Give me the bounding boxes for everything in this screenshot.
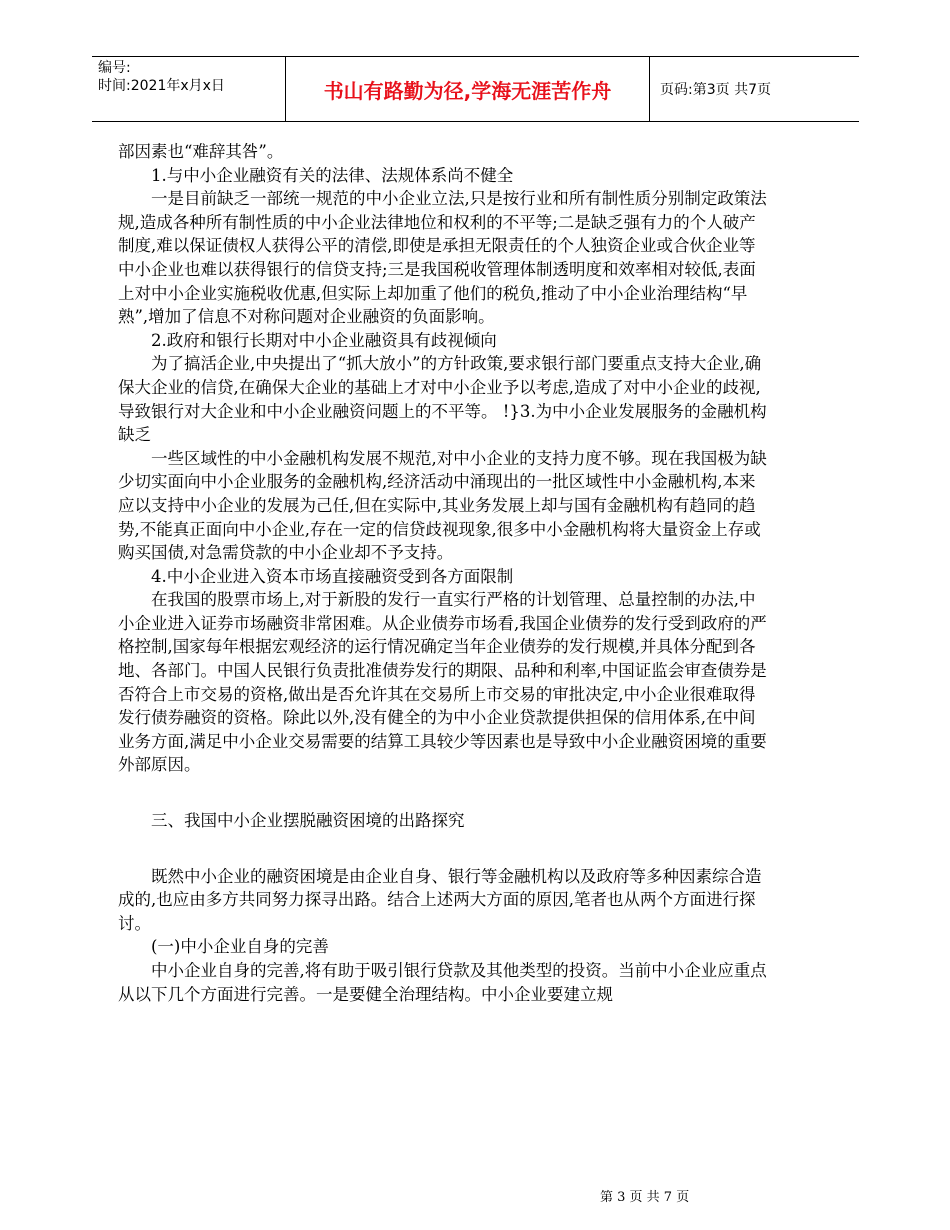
section-heading: 1.与中小企业融资有关的法律、法规体系尚不健全 <box>151 165 514 185</box>
section-heading: (一)中小企业自身的完善 <box>151 937 329 957</box>
spacer <box>118 833 768 865</box>
paragraph: 既然中小企业的融资困境是由企业自身、银行等金融机构以及政府等多种因素综合造成的,也应由多方共同努力探寻出路。结合上述两大方面的原因,笔者也从两个方面进行探讨。 <box>118 866 762 933</box>
header-meta <box>92 57 285 121</box>
paragraph: 部因素也“难辞其咎”。 <box>118 142 284 161</box>
paragraph: 一些区域性的中小金融机构发展不规范,对中小企业的支持力度不够。现在我国极为缺少切实面向中小企业服务的金融机构,经济活动中涌现出的一批区域性中小金融机构,本来应以支持中小企业的发展为己任,但在实际中,其业务发展上却与国有金融机构有趋同的趋势,不能真正面向中小企业,存在一定的信贷歧视现象,很多中小金融机构将大量资金上存或购买国债,对急需贷款的中小企业却不予支持。 <box>118 448 767 563</box>
document-body <box>118 140 768 1006</box>
spacer <box>118 777 768 809</box>
header-motto: 书山有路勤为径,学海无涯苦作舟 <box>285 57 650 121</box>
page-footer: 第 3 页 共 7 页 <box>600 1190 690 1205</box>
section-heading: 2.政府和银行长期对中小企业融资具有歧视倾向 <box>151 330 497 350</box>
paragraph: 为了搞活企业,中央提出了“抓大放小”的方针政策,要求银行部门要重点支持大企业,确保大企业的信贷,在确保大企业的基础上才对中小企业予以考虑,造成了对中小企业的歧视,导致银行对大企业和中小企业融资问题上的不平等。 !}3.为中小企业发展服务的金融机构缺乏 <box>118 354 767 445</box>
header-number-label: 编号: <box>98 60 131 76</box>
paragraph: 在我国的股票市场上,对于新股的发行一直实行严格的计划管理、总量控制的办法,中小企业进入证券市场融资非常困难。从企业债券市场看,我国企业债券的发行受到政府的严格控制,国家每年根据宏观经济的运行情况确定当年企业债券的发行规模,并具体分配到各地、各部门。中国人民银行负责批准债券发行的期限、品种和利率,中国证监会审查债券是否符合上市交易的资格,做出是否允许其在交易所上市交易的审批决定,中小企业很难取得发行债券融资的资格。除此以外,没有健全的为中小企业贷款提供担保的信用体系,在中间业务方面,满足中小企业交易需要的结算工具较少等因素也是导致中小企业融资困境的重要外部原因。 <box>118 590 767 775</box>
paragraph: 一是目前缺乏一部统一规范的中小企业立法,只是按行业和所有制性质分别制定政策法规,造成各种所有制性质的中小企业法律地位和权利的不平等;二是缺乏强有力的个人破产制度,难以保证债权人获得公平的清偿,即使是承担无限责任的个人独资企业或合伙企业等中小企业也难以获得银行的信贷支持;三是我国税收管理体制透明度和效率相对较低,表面上对中小企业实施税收优惠,但实际上却加重了他们的税负,推动了中小企业治理结构“早熟”,增加了信息不对称问题对企业融资的负面影响。 <box>118 189 767 327</box>
section-heading: 4.中小企业进入资本市场直接融资受到各方面限制 <box>151 566 514 586</box>
header-page-label: 页码:第3页 共7页 <box>660 82 771 98</box>
chapter-heading: 三、我国中小企业摆脱融资困境的出路探究 <box>151 811 465 831</box>
paragraph: 中小企业自身的完善,将有助于吸引银行贷款及其他类型的投资。当前中小企业应重点从以下几个方面进行完善。一是要健全治理结构。中小企业要建立规 <box>118 961 767 1004</box>
header-time-label: 时间:2021年x月x日 <box>98 78 225 94</box>
page-header <box>92 56 859 122</box>
